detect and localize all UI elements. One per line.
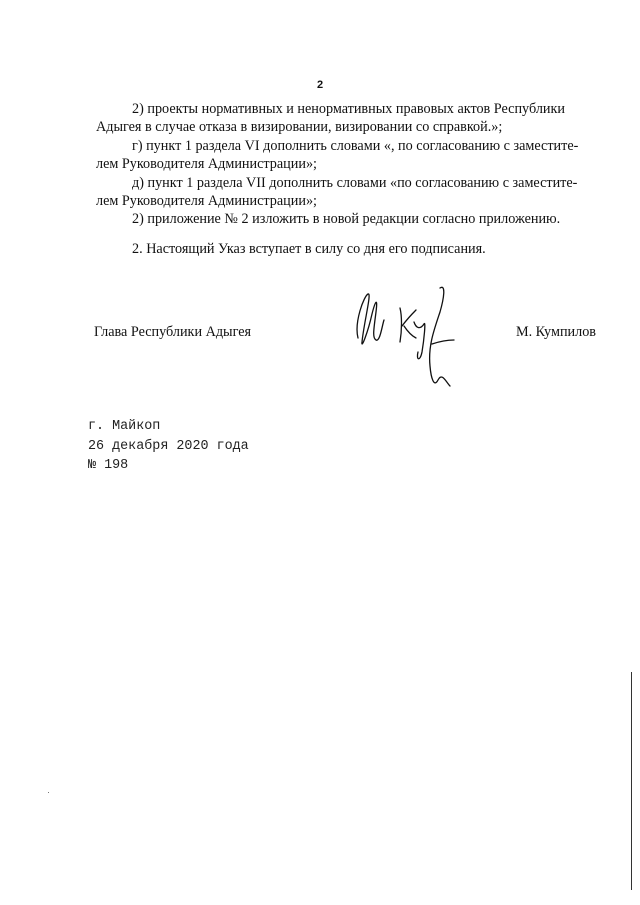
paragraph-appendix: 2) приложение № 2 изложить в новой редакции согласно приложению. bbox=[132, 211, 561, 228]
paragraph-item-g-line-2: лем Руководителя Администрации»; bbox=[96, 156, 317, 173]
decree-body bbox=[96, 100, 596, 258]
paragraph-item-g-line-1: г) пункт 1 раздела VI дополнить словами «, по согласованию с заместите- bbox=[132, 137, 579, 154]
handwritten-signature bbox=[342, 282, 460, 394]
paragraph-item-d-line-1: д) пункт 1 раздела VII дополнить словами «по согласованию с заместите- bbox=[132, 174, 578, 191]
paragraph-item-d-line-2: лем Руководителя Администрации»; bbox=[96, 193, 317, 210]
decree-number: № 198 bbox=[88, 458, 129, 473]
scan-edge-line bbox=[631, 672, 632, 890]
scan-artifact bbox=[48, 792, 49, 793]
paragraph-item-2-line-1: 2) проекты нормативных и ненормативных правовых актов Республики bbox=[132, 101, 565, 117]
place-date-block bbox=[88, 417, 249, 476]
city: г. Майкоп bbox=[88, 419, 161, 434]
paragraph-item-2-line-2: Адыгея в случае отказа в визировании, визировании со справкой.»; bbox=[96, 119, 503, 136]
signer-name: М. Кумпилов bbox=[515, 324, 596, 340]
page-number: 2 bbox=[316, 79, 324, 91]
decree-date: 26 декабря 2020 года bbox=[88, 438, 249, 454]
paragraph-effective: 2. Настоящий Указ вступает в силу со дня его подписания. bbox=[132, 240, 486, 257]
signer-title: Глава Республики Адыгея bbox=[94, 324, 252, 340]
